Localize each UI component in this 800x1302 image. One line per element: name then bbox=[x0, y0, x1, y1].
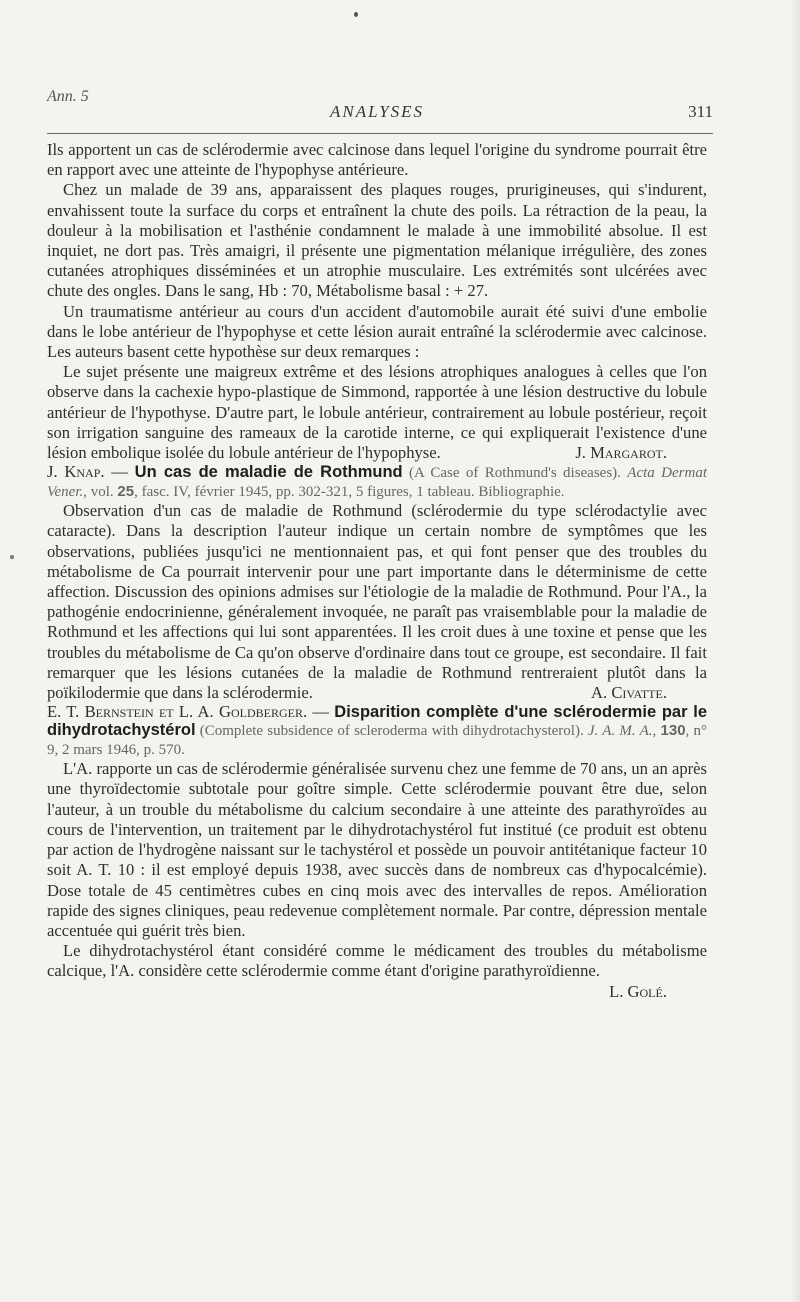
body-text bbox=[47, 140, 707, 1002]
ref-part: , vol. bbox=[83, 484, 118, 501]
paragraph: Chez un malade de 39 ans, apparaissent des plaques rouges, prurigineuses, qui s'indurent, envahissent toute la surface du corps et entraînent la chute des poils. La rétraction de la peau, la douleur à la mobilisation et l'asthénie condamnent le malade à une immobilité absolue. Il est inquiet, ne dort pas. Très amaigri, il présente une pigmentation mélanique irrégulière, des zones cutanées atrophiques disséminées et un atrophie musculaire. Les extrémités sont ulcérées avec chute des ongles. Dans le sang, Hb : 70, Métabolisme basal : + 27. bbox=[47, 180, 707, 301]
signature: A. Civatte. bbox=[591, 683, 667, 703]
article-heading bbox=[47, 463, 707, 501]
article-title: Disparition complète d'une sclérodermie par le dihydrotachystérol bbox=[47, 703, 707, 740]
volume-number: 130 bbox=[660, 722, 686, 740]
ref-part: (A Case of Rothmund's diseases). bbox=[402, 465, 628, 482]
journal-abbrev: Ann. 5 bbox=[47, 88, 89, 105]
section-title: ANALYSES bbox=[330, 102, 425, 121]
paragraph: Un traumatisme antérieur au cours d'un accident d'automobile aurait été suivi d'une embolie dans le lobe antérieur de l'hypophyse et cette lésion aurait entraîné la sclérodermie avec calcinose. Les auteurs basent cette hypothèse sur deux remarques : bbox=[47, 301, 707, 362]
running-header bbox=[47, 88, 713, 128]
volume-number: 25 bbox=[117, 483, 135, 501]
article-author: J. Knap. bbox=[47, 462, 105, 482]
header-rule bbox=[47, 133, 713, 134]
dash: — bbox=[307, 702, 335, 722]
ink-dot bbox=[10, 555, 14, 559]
article-heading bbox=[47, 703, 707, 759]
paragraph: Ils apportent un cas de sclérodermie avec calcinose dans lequel l'origine du syndrome pourrait être en rapport avec une atteinte de l'hypophyse antérieure. bbox=[47, 140, 707, 180]
ref-part: , n° 9, 2 mars 1946, p. 570. bbox=[47, 723, 708, 759]
page-number: 311 bbox=[688, 102, 713, 121]
paragraph-text: Observation d'un cas de maladie de Rothmund (sclérodermie du type sclérodactylie avec cataracte). Dans la description l'auteur indique un certain nombre de symptômes que les observations, publiées jusqu'ici ne mentionnaient pas, et qui font penser que des troubles du métabolisme de Ca pourrait intervenir pour une part importante dans le déterminisme de cette affection. Discussion des opinions admises sur l'étiologie de la maladie de Rothmund. Pour l'A., la pathogénie endocrinienne, généralement invoquée, ne paraît pas vraisemblable pour la maladie de Rothmund et les affections qui lui sont apparentées. Il les croit dues à une toxine et pense que les troubles du métabolisme de Ca qu'on observe d'ordinaire dans tout ce groupe, est secondaire. Il fait remarquer que les lésions cutanées de la maladie de Rothmund rentreraient plutôt dans la poïkilodermie que dans la sclérodermie. bbox=[47, 501, 707, 703]
article-author: E. T. Bernstein et L. A. Goldberger. bbox=[47, 702, 308, 722]
ref-part: , fasc. IV, février 1945, pp. 302-321, 5 figures, 1 tableau. Bibliographie. bbox=[134, 484, 565, 501]
article-title: Un cas de maladie de Rothmund bbox=[134, 463, 403, 482]
signature: J. Margarot. bbox=[575, 443, 667, 463]
page-edge bbox=[790, 0, 800, 1302]
ink-dot bbox=[354, 12, 358, 17]
journal-name: Acta Dermat Vener. bbox=[47, 465, 707, 501]
paragraph-text: Le sujet présente une maigreux extrême et des lésions atrophiques analogues à celles que l'on observe dans la cachexie hypo-plastique de Simmond, rapportée à une lésion destructive du lobule antérieur de l'hypothyse. D'autre part, le lobule antérieur, contrairement au lobule postérieur, reçoit son irrigation sanguine des rameaux de la carotide interne, ce qui expliquerait l'existence d'une lésion embolique isolée du lobule antérieur de l'hypophyse. bbox=[47, 362, 707, 463]
paragraph bbox=[47, 941, 707, 1001]
ref-part: (Complete subsidence of scleroderma with dihydrotachysterol). bbox=[195, 723, 588, 740]
paragraph: L'A. rapporte un cas de sclérodermie généralisée survenu chez une femme de 70 ans, un an après une thyroïdectomie subtotale pour goître simple. Cette sclérodermie pouvant être due, selon l'auteur, à un trouble du métabolisme du calcium secondaire à une atteinte des parathyroïdes au cours de l'intervention, un traitement par le dihydrotachystérol fut institué (ce produit est obtenu par action de l'hydrogène naissant sur le tachystérol et possède un pouvoir antitétanique facteur 10 soit A. T. 10 : il est employé depuis 1938, avec succès dans de nombreux cas d'hypocalcémie). Dose totale de 45 centimètres cubes en cinq mois avec des intervalles de repos. Amélioration rapide des signes cliniques, peau redevenue complètement normale. Par contre, dépression mentale accentuée qui guérit très bien. bbox=[47, 759, 707, 940]
signature: L. Golé. bbox=[609, 981, 667, 1001]
paragraph-text: Le dihydrotachystérol étant considéré comme le médicament des troubles du métabolisme calcique, l'A. considère cette sclérodermie comme étant d'origine parathyroïdienne. bbox=[47, 941, 707, 981]
ref-part: , bbox=[652, 723, 661, 740]
paragraph bbox=[47, 501, 707, 703]
paragraph bbox=[47, 362, 707, 463]
dash: — bbox=[104, 462, 135, 482]
journal-name: J. A. M. A. bbox=[587, 723, 653, 740]
